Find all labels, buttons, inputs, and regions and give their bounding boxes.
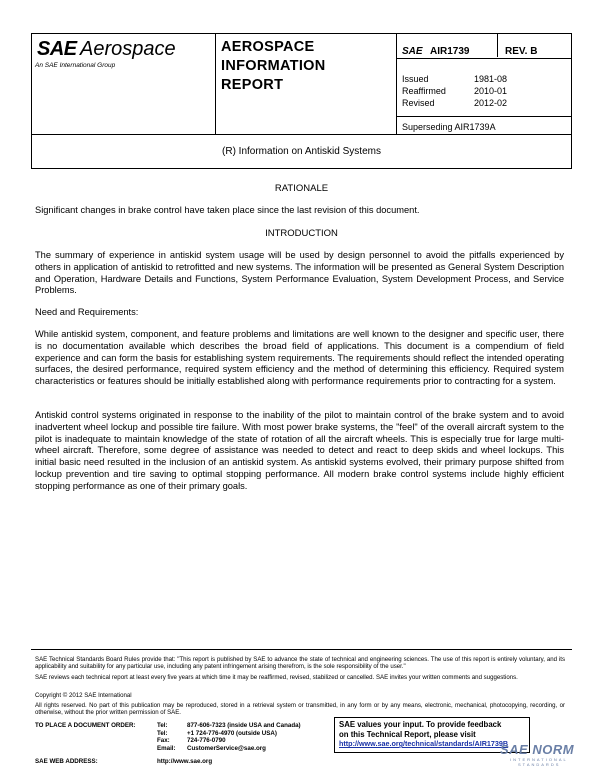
document-type-title — [221, 38, 391, 95]
contact-row — [35, 745, 301, 753]
contact-row — [35, 722, 301, 730]
copyright-text: Copyright © 2012 SAE International — [35, 692, 132, 699]
date-row — [402, 97, 507, 109]
header-divider — [215, 34, 216, 134]
title-line: AEROSPACE — [221, 39, 315, 55]
order-label: TO PLACE A DOCUMENT ORDER: — [35, 722, 136, 729]
need-heading: Need and Requirements: — [35, 307, 139, 317]
watermark-right: STANDARDS — [518, 762, 561, 767]
contact-key: Email: — [157, 744, 176, 752]
contact-value: +1 724-776-4970 (outside USA) — [187, 729, 277, 737]
feedback-link[interactable]: http://www.sae.org/technical/standards/AIR1739B — [339, 739, 509, 748]
date-label: Revised — [402, 98, 435, 108]
intro-paragraph: The summary of experience in antiskid system usage will be used by design personnel to avoid the pitfalls experienced by others in application of antiskid to retrofitted and new systems. The information will be presented as General System Description and Operation, Hardware Details and Functions, System Performance Evaluation, System Development Process, and Service Problems. — [35, 250, 564, 296]
contact-value: 724-776-0790 — [187, 737, 226, 745]
header-divider — [396, 116, 571, 117]
document-subtitle: (R) Information on Antiskid Systems — [222, 146, 381, 157]
watermark-left: INTERNATIONAL — [510, 757, 568, 762]
web-address-link[interactable]: http://www.sae.org — [157, 758, 213, 765]
contact-row — [35, 737, 301, 745]
contact-key: Tel: — [157, 722, 168, 729]
feedback-text: SAE values your input. To provide feedback — [339, 720, 502, 729]
header-divider — [497, 34, 498, 57]
footer-divider — [31, 649, 572, 650]
aerospace-logo-text: Aerospace — [80, 38, 176, 60]
sae-mark: SAE — [402, 46, 423, 57]
web-address-label: SAE WEB ADDRESS: — [35, 758, 98, 765]
rights-text: All rights reserved. No part of this publication may be reproduced, stored in a retrieval system or transmitted, in any form or by any means, electronic, mechanical, photocopying, recording, or otherwise, without the prior written permission of SAE. — [35, 702, 565, 717]
date-value: 2012-02 — [474, 98, 508, 108]
history-paragraph: Antiskid control systems originated in response to the inability of the pilot to maintain control of the brake system and to avoid inadvertent wheel lockup and possible tire failure. With most power brake systems, the "feel" of the overall aircraft system to the pilot is inadequate to maintain knowledge of the state of rotation of all the aircraft wheels. This is especially true for large multi-wheel aircraft. Therefore, some degree of assistance was needed to detect and react to deep skids and wheel lockups. This initial basic need resulted in the inclusion of an antiskid system. As antiskid systems evolved, their primary purpose shifted from lockup prevention and tire saving to optimal stopping performance. All modern brake control systems include highly efficient stopping performance as one of their primary goals. — [35, 410, 564, 491]
date-label: Issued — [402, 74, 429, 84]
requirements-paragraph: While antiskid system, component, and feature problems and limitations are well known to the designer and specific user, there is no documentation available which describes the broad field of applications. This document is a compendium of field experience and can form the basis for establishing system requirements. The requirements should reflect the intended operating surfaces, the desired performance, required system efficiency and the method of determining this efficiency. Required system characteristics or features should be initially established along with performance requirements prior to contracting for a system. — [35, 329, 564, 387]
date-label: Reaffirmed — [402, 86, 446, 96]
order-contacts — [35, 722, 301, 752]
date-value: 2010-01 — [474, 86, 508, 96]
date-block — [402, 73, 507, 109]
date-row — [402, 73, 507, 85]
contact-value[interactable]: CustomerService@sae.org — [187, 744, 266, 752]
introduction-heading: INTRODUCTION — [265, 228, 338, 239]
header-divider — [396, 58, 571, 59]
header-divider — [396, 34, 397, 134]
rationale-heading: RATIONALE — [274, 183, 329, 194]
superseding-note: Superseding AIR1739A — [402, 122, 496, 132]
date-row — [402, 85, 507, 97]
logo-tagline: An SAE International Group — [35, 62, 116, 69]
title-line: REPORT — [221, 77, 284, 93]
sae-logo: SAE — [37, 38, 77, 60]
date-value: 1981-08 — [474, 74, 508, 84]
contact-row — [35, 730, 301, 738]
contact-value: 877-606-7323 (inside USA and Canada) — [187, 722, 301, 729]
review-text: SAE reviews each technical report at least every five years at which time it may be reaffirmed, revised, stabilized or cancelled. SAE invites your written comments and suggestions. — [35, 674, 518, 681]
contact-key: Fax: — [157, 737, 170, 745]
board-rules-text: SAE Technical Standards Board Rules provide that: "This report is published by SAE to advance the state of technical and engineering sciences. The use of this report is entirely voluntary, and its applicability and suitability for any particular use, including any patent infringement arising therefrom, is the sole responsibility of the user." — [35, 656, 565, 671]
contact-key: Tel: — [157, 729, 168, 737]
watermark-logo: SAE NORM — [500, 742, 575, 757]
revision-label: REV. B — [505, 46, 538, 57]
rationale-text: Significant changes in brake control have taken place since the last revision of this document. — [35, 205, 420, 215]
feedback-text: on this Technical Report, please visit — [339, 729, 476, 739]
watermark-subtitle — [510, 757, 600, 767]
title-line: INFORMATION — [221, 58, 326, 74]
document-number: AIR1739 — [430, 46, 470, 57]
